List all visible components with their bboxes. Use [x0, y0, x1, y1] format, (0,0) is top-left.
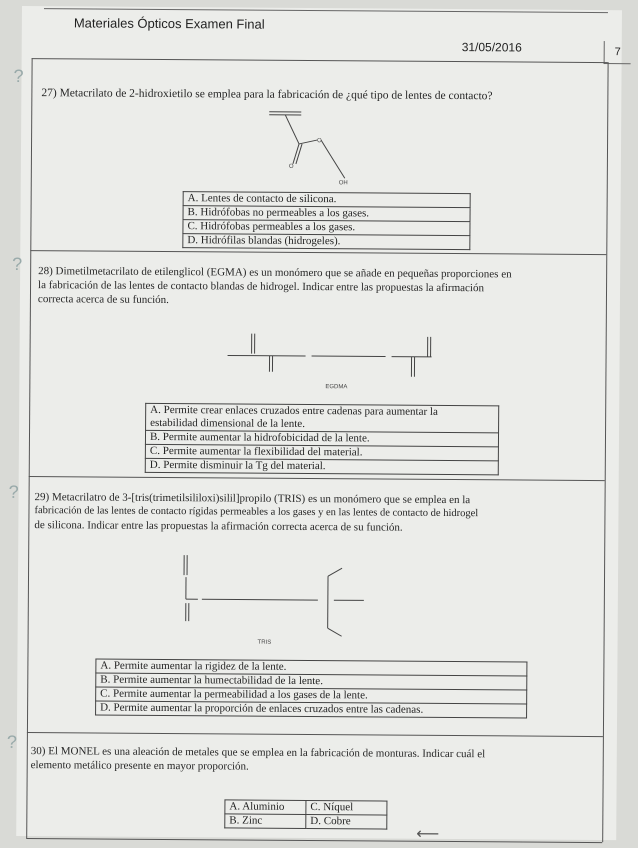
handwritten-arrow-icon: ⟵ [416, 823, 440, 843]
q29-option-c[interactable]: C. Permite aumentar la permeabilidad a los gases de la lente. [96, 687, 527, 704]
option-row[interactable] [183, 234, 470, 250]
q28-option-a-line-1: A. Permite crear enlaces cruzados entre cadenas para aumentar la [150, 403, 438, 418]
question-30-line-2: elemento metálico presente en mayor proporción. [30, 759, 249, 773]
question-27-text: 27) Metacrilato de 2-hidroxietilo se emplea para la fabricación de ¿qué tipo de lentes de contacto? [41, 87, 493, 103]
question-28-line-3: correcta acerca de su función. [37, 293, 170, 307]
question-30-text [31, 744, 605, 776]
option-row[interactable] [183, 192, 470, 208]
q27-option-b[interactable]: B. Hidrófobas no permeables a los gases. [183, 206, 470, 222]
q27-option-d[interactable]: D. Hidrófilas blandas (hidrogeles). [183, 234, 470, 250]
egdma-label: EGDMA [325, 384, 348, 391]
egdma-structure [215, 325, 455, 397]
q30-option-c[interactable]: C. Níquel [306, 801, 387, 816]
question-28-line-1: 28) Dimetilmetacrilato de etilenglicol (EGMA) es un monómero que se añade en pequeñas proporciones en [38, 265, 512, 281]
exam-title: Materiales Ópticos Examen Final [73, 15, 265, 32]
question-28-line-2: la fabricación de las lentes de contacto blandas de hidrogel. Indicar entre las propuestas la afirmación [38, 279, 485, 295]
option-row[interactable] [183, 206, 470, 222]
frame-bottom [26, 838, 602, 843]
q28-option-a-line-2: estabilidad dimensional de la lente. [150, 416, 306, 430]
q27-option-c[interactable]: C. Hidrófobas permeables a los gases. [183, 220, 470, 236]
option-row[interactable] [146, 403, 499, 432]
q30-option-a[interactable]: A. Aluminio [225, 800, 306, 815]
q28-option-b[interactable]: B. Permite aumentar la hidrofobicidad de la lente. [145, 430, 498, 446]
question-30-line-1: 30) El MONEL es una aleación de metales que se emplea en la fabricación de monturas. Indicar cuál el [30, 745, 486, 761]
margin-question-mark-3: ? [8, 481, 19, 502]
q28-option-c[interactable]: C. Permite aumentar la flexibilidad del material. [145, 444, 498, 460]
margin-question-mark-1: ? [13, 65, 24, 87]
tris-label: TRIS [257, 639, 272, 646]
frame-left [26, 58, 32, 838]
divider-27-28 [30, 250, 606, 255]
question-29-line-1: 29) Metacrilatro de 3-[tris(trimetilsililoxi)silil]propilo (TRIS) es un monómero que se emplea en la [34, 491, 471, 507]
q30-option-b[interactable]: B. Zinc [225, 814, 306, 829]
question-30-options [224, 799, 387, 829]
q29-option-a[interactable]: A. Permite aumentar la rigidez de la lente. [96, 659, 527, 676]
q30-option-d[interactable]: D. Cobre [306, 815, 387, 830]
hema-o-label: O [288, 163, 294, 170]
q27-option-a[interactable]: A. Lentes de contacto de silicona. [183, 192, 470, 208]
q29-option-b[interactable]: B. Permite aumentar la humectabilidad de la lente. [96, 673, 527, 690]
exam-page [6, 6, 622, 843]
exam-date: 31/05/2016 [461, 40, 522, 55]
question-27-options [182, 191, 470, 250]
question-29-options [95, 659, 527, 719]
frame-right [602, 62, 608, 842]
option-row[interactable] [145, 458, 498, 474]
question-29-line-3: de silicona. Indicar entre las propuestas la afirmación correcta acerca de su función. [34, 519, 403, 534]
hema-ester-o-label: O [317, 138, 322, 145]
margin-question-mark-2: ? [12, 253, 23, 275]
question-29-line-2: fabricación de las lentes de contacto rígidas permeables a los gases y en las lentes de contacto de hidrogel [34, 505, 479, 520]
question-28-text [38, 264, 608, 310]
option-row[interactable] [96, 701, 527, 718]
exam-header [44, 8, 621, 63]
option-row[interactable] [183, 220, 470, 236]
page-number: 7 [604, 41, 631, 64]
divider-28-29 [29, 476, 605, 481]
divider-29-30 [27, 732, 603, 737]
hema-structure [251, 106, 352, 187]
question-28-options [145, 403, 499, 475]
hema-oh-label: OH [338, 180, 348, 187]
question-29-text [34, 490, 606, 536]
q28-option-a[interactable] [146, 403, 499, 432]
tris-structure [157, 547, 418, 659]
q29-option-d[interactable]: D. Permite aumentar la proporción de enlaces cruzados entre las cadenas. [96, 701, 527, 718]
q28-option-d[interactable]: D. Permite disminuir la Tg del material. [145, 458, 498, 474]
margin-question-mark-4: ? [6, 731, 17, 752]
